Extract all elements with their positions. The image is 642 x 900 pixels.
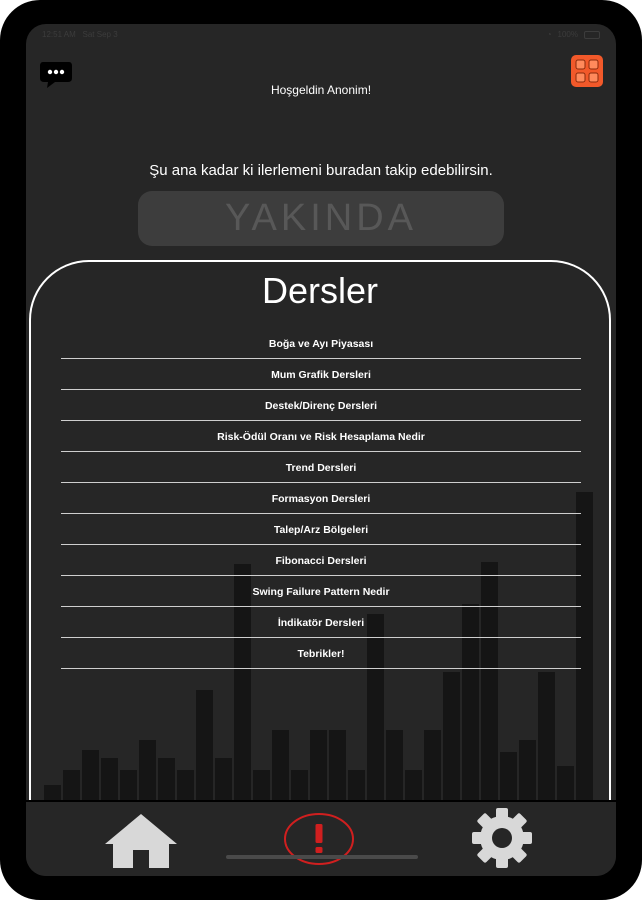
battery-percent: 100% (557, 30, 578, 39)
tab-bar (26, 800, 616, 876)
lesson-item[interactable]: Formasyon Dersleri (61, 484, 581, 514)
lesson-item[interactable]: Mum Grafik Dersleri (61, 360, 581, 390)
lesson-item[interactable]: Risk-Ödül Oranı ve Risk Hesaplama Nedir (61, 422, 581, 452)
alert-icon (282, 810, 356, 868)
lessons-title: Dersler (261, 270, 378, 311)
home-indicator (226, 855, 418, 859)
lesson-item[interactable]: Boğa ve Ayı Piyasası (61, 329, 581, 359)
wifi-icon: ◔ (546, 30, 552, 39)
welcome-text: Hoşgeldin Anonim! (270, 83, 372, 97)
gear-icon (465, 806, 539, 870)
lesson-item[interactable]: Fibonacci Dersleri (61, 546, 581, 576)
coming-soon-box (138, 191, 504, 246)
lesson-item[interactable]: Swing Failure Pattern Nedir (61, 577, 581, 607)
lesson-item[interactable]: Trend Dersleri (61, 453, 581, 483)
lesson-item[interactable]: Destek/Direnç Dersleri (61, 391, 581, 421)
lesson-list (61, 329, 581, 670)
tab-alert[interactable] (282, 810, 356, 868)
lesson-item[interactable]: Talep/Arz Bölgeleri (61, 515, 581, 545)
app-screen (26, 24, 616, 876)
lesson-item[interactable]: İndikatör Dersleri (61, 608, 581, 638)
progress-description: Şu ana kadar ki ilerlemeni buradan takip edebilirsin. (149, 162, 493, 179)
home-icon (103, 812, 179, 870)
tab-home[interactable] (103, 812, 179, 870)
coming-soon-label: YAKINDA (224, 197, 417, 239)
status-time: 12:51 AM (42, 30, 76, 39)
lesson-item[interactable]: Tebrikler! (61, 639, 581, 669)
lessons-panel (29, 260, 611, 840)
status-date: Sat Sep 3 (82, 30, 118, 39)
tab-settings[interactable] (465, 806, 539, 870)
